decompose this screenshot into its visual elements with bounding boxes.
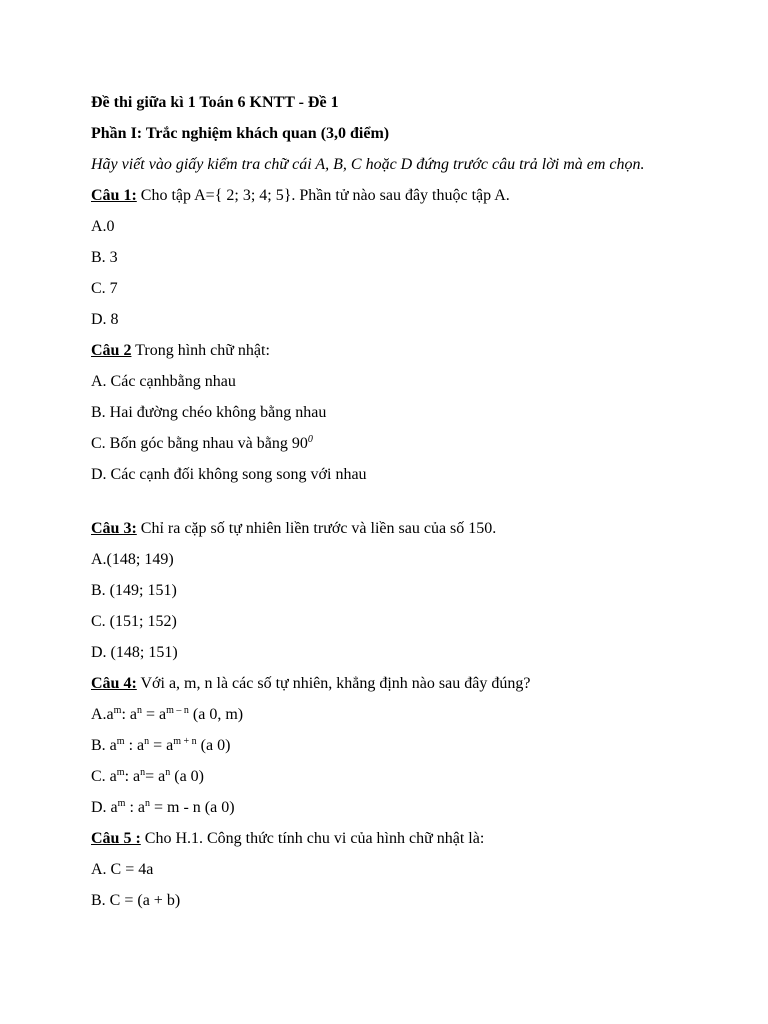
question-4 [91,674,731,705]
question-5-label: Câu 5 : [91,830,141,847]
formula-exponent: m [116,736,125,747]
question-2-label: Câu 2 [91,342,132,359]
formula-part: : a [124,768,141,785]
question-3 [91,519,731,550]
formula-part: C. a [91,768,117,785]
question-1-label: Câu 1: [91,187,137,204]
part1-heading: Phần I: Trắc nghiệm khách quan (3,0 điểm) [91,125,390,142]
formula-exponent: m – n [166,705,189,716]
spacer [91,496,731,519]
formula-condition: (a 0) [170,768,204,785]
question-3-text: Chỉ ra cặp số tự nhiên liền trước và liền sau của số 150. [136,520,497,537]
formula-part: A.a [91,706,114,723]
formula-part: D. a [91,799,118,816]
formula-condition: (a 0) [196,737,231,754]
formula-exponent: n [165,767,171,778]
formula-exponent: n [136,705,142,716]
question-2-option-b: B. Hai đường chéo không bằng nhau [91,404,327,421]
question-2-option-c [91,434,731,465]
formula-exponent: m [113,705,122,716]
formula-exponent: n [144,798,150,809]
formula-part: B. a [91,737,117,754]
question-1-option-c: C. 7 [91,280,118,297]
instruction-text: Hãy viết vào giấy kiểm tra chữ cái A, B, C hoặc D đứng trước câu trả lời mà em chọn. [91,156,645,173]
question-5 [91,829,731,860]
question-4-label: Câu 4: [91,675,137,692]
question-2-option-d: D. Các cạnh đối không song song với nhau [91,466,367,483]
question-3-option-d: D. (148; 151) [91,644,178,661]
formula-part: : a [125,799,145,816]
question-1-text: Cho tập A={ 2; 3; 4; 5}. Phần tử nào sau đây thuộc tập A. [136,187,510,204]
degree-superscript: 0 [307,434,313,445]
formula-part: : a [121,706,137,723]
question-1-option-a: A.0 [91,218,115,235]
question-1-option-b: B. 3 [91,249,118,266]
question-3-option-c: C. (151; 152) [91,613,177,630]
formula-exponent: m + n [173,736,197,747]
question-1-option-d: D. 8 [91,311,119,328]
formula-part: : a [124,737,145,754]
formula-condition: (a 0, m) [188,706,244,723]
question-2 [91,341,731,372]
question-5-option-a: A. C = 4a [91,861,154,878]
formula-part: = a [141,706,167,723]
question-5-text: Cho H.1. Công thức tính chu vi của hình chữ nhật là: [140,830,485,847]
document-page [91,93,731,922]
question-3-label: Câu 3: [91,520,137,537]
formula-exponent: m [117,798,126,809]
question-4-text: Với a, m, n là các số tự nhiên, khẳng định nào sau đây đúng? [136,675,531,692]
formula-part: = a [149,737,174,754]
document-title: Đề thi giữa kì 1 Toán 6 KNTT - Đề 1 [91,94,339,111]
formula-exponent: n [140,767,146,778]
formula-part: = a [145,768,166,785]
formula-exponent: n [144,736,150,747]
question-5-option-b: B. C = (a + b) [91,892,181,909]
question-4-option-d [91,798,731,829]
formula-part: = m - n [149,799,201,816]
formula-condition: (a 0) [200,799,235,816]
question-2-text: Trong hình chữ nhật: [131,342,270,359]
question-4-option-b [91,736,731,767]
question-4-option-a [91,705,731,736]
question-3-option-b: B. (149; 151) [91,582,177,599]
question-2-option-a: A. Các cạnhbằng nhau [91,373,236,390]
question-4-option-c [91,767,731,798]
question-3-option-a: A.(148; 149) [91,551,174,568]
question-1 [91,186,731,217]
formula-exponent: m [116,767,125,778]
question-2-option-c-text: C. Bốn góc bằng nhau và bằng 90 [91,435,308,452]
